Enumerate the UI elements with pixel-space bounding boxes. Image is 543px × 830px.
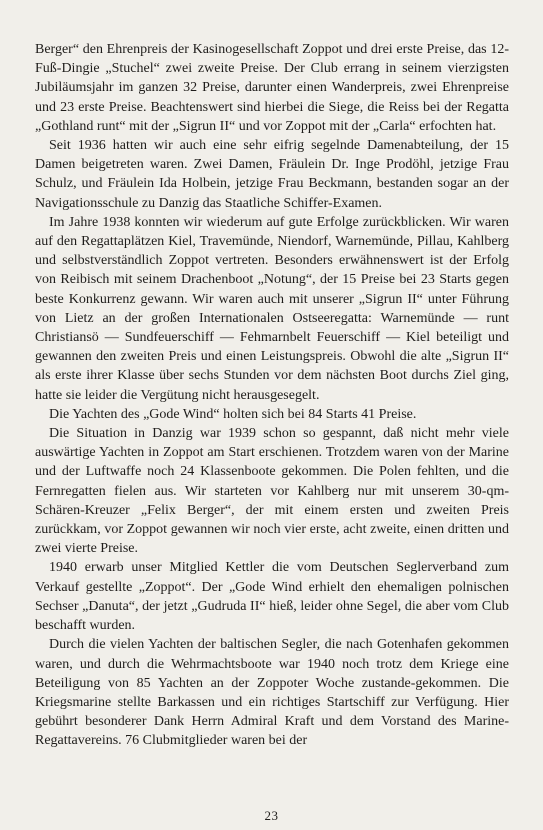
page-text-block [35,40,509,800]
paragraph-1: Berger“ den Ehrenpreis der Kasinogesellschaft Zoppot und drei erste Preise, das 12-Fuß-Dingie „Stuchel“ zwei zweite Preise. Der Club errang in seinem vierzigsten Jubiläumsjahr im ganzen 32 Preise, darunter einen Wanderpreis, zwei Ehrenpreise und 23 erste Preise. Beachtenswert sind hierbei die Siege, die Reiss bei der Regatta „Gothland runt“ mit der „Sigrun II“ und vor Zoppot mit der „Carla“ erfochten hat. [35,42,509,134]
page-number: 23 [264,808,279,823]
paragraph-7: Durch die vielen Yachten der baltischen Segler, die nach Gotenhafen gekommen waren, und durch die Wehrmachtsboote war 1940 noch trotz dem Kriege eine Beteiligung von 85 Yachten an der Zoppoter Woche zustande-gekommen. Die Kriegsmarine stellte Barkassen und ein richtiges Startschiff zur Verfügung. Hier gebührt besonderer Dank Herrn Admiral Kraft und dem Vorstand des Marine-Regattavereins. 76 Clubmitglieder waren bei der [35,637,509,749]
paragraph-5: Die Situation in Danzig war 1939 schon so gespannt, daß nicht mehr viele auswärtige Yachten in Zoppot am Start erschienen. Trotzdem waren von der Marine und der Luftwaffe noch 24 Klassenboote gekommen. Die Polen fehlten, und die Fernregatten fielen aus. Wir starteten vor Kahlberg nur mit unserem 30-qm-Schären-Kreuzer „Felix Berger“, der mit einem ersten und zweiten Preis zurückkam, vor Zoppot gewannen wir noch vier erste, acht zweite, einen dritten und zwei vierte Preise. [35,426,509,557]
paragraph-3: Im Jahre 1938 konnten wir wiederum auf gute Erfolge zurückblicken. Wir waren auf den Regattaplätzen Kiel, Travemünde, Niendorf, Warnemünde, Pillau, Kahlberg und selbstverständlich Zoppot vertreten. Besonders erwähnenswert ist der Erfolg von Reibisch mit seinem Drachenboot „Notung“, der 15 Preise bei 23 Starts gegen beste Konkurrenz gewann. Wir waren auch mit unserer „Sigrun II“ unter Führung von Lietz an der großen Internationalen Ostseeregatta: Warnemünde — runt Christiansö — Sundfeuerschiff — Fehmarnbelt Feuerschiff — Kiel beteiligt und gewannen den zweiten Preis und einen Leistungspreis. Obwohl die alte „Sigrun II“ als erste ihrer Klasse über sechs Stunden vor dem nächsten Boot durchs Ziel ging, hatte sie leider die Vergütung nicht herausgesegelt. [35,214,509,403]
paragraph-4: Die Yachten des „Gode Wind“ holten sich bei 84 Starts 41 Preise. [49,406,417,422]
paragraph-2: Seit 1936 hatten wir auch eine sehr eifrig segelnde Damenabteilung, der 15 Damen beigetreten waren. Zwei Damen, Fräulein Dr. Inge Prodöhl, jetzige Frau Schulz, und Fräulein Ida Holbein, jetzige Frau Beckmann, bestanden sogar an der Navigationsschule zu Danzig das Staatliche Schiffer-Examen. [35,138,509,211]
paragraph-6: 1940 erwarb unser Mitglied Kettler die vom Deutschen Seglerverband zum Verkauf gestellte „Zoppot“. Der „Gode Wind erhielt den ehemaligen polnischen Sechser „Danuta“, der jetzt „Gudruda II“ hieß, leider ohne Segel, die aber vom Club beschafft wurden. [35,560,509,634]
